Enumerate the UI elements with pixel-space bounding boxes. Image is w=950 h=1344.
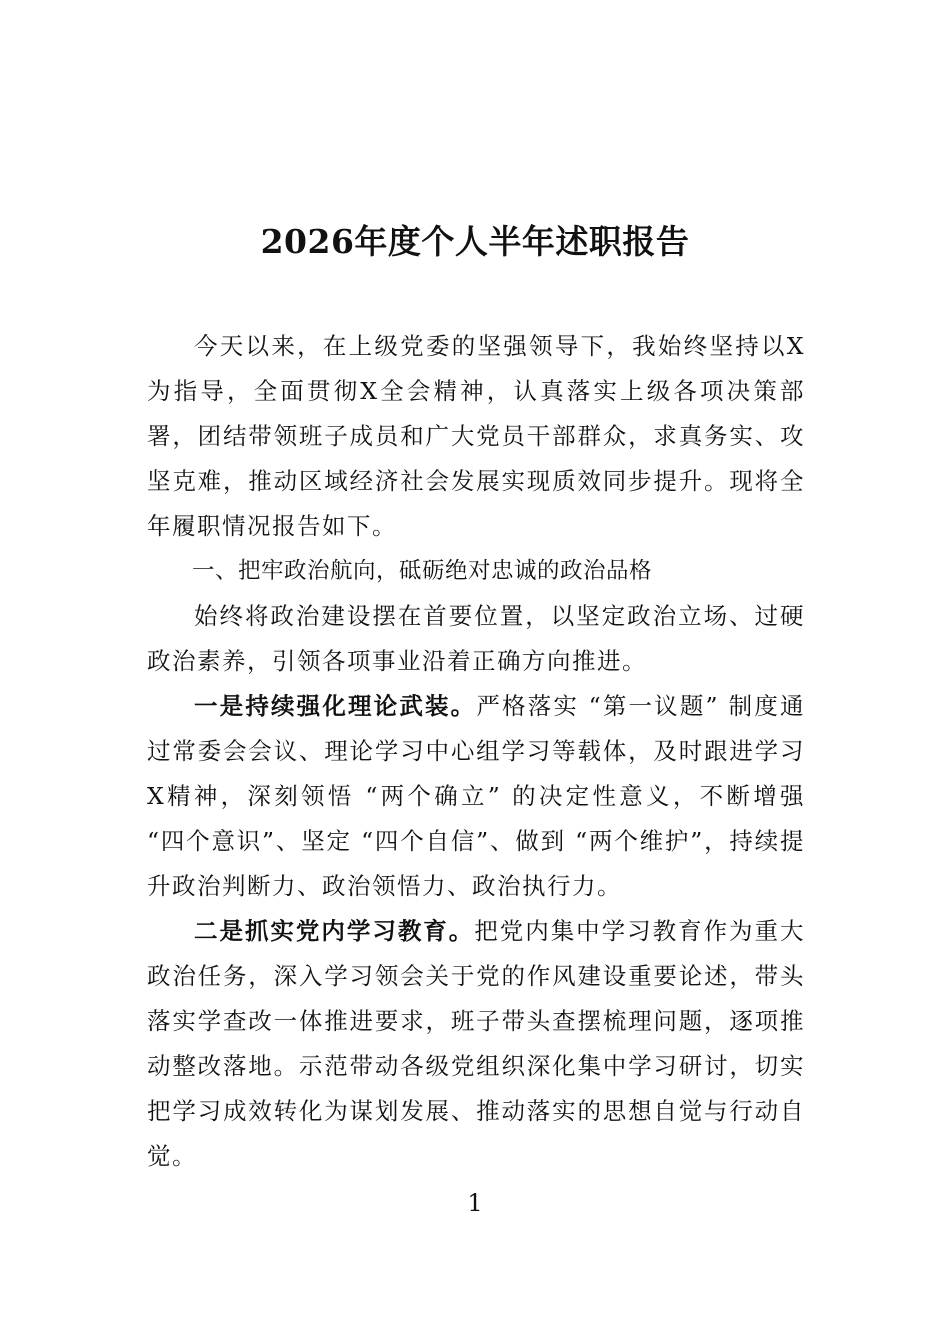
- point-text-2: 把党内集中学习教育作为重大政治任务，深入学习领会关于党的作风建设重要论述，带头落实学查改一体推进要求，班子带头查摆梳理问题，逐项推动整改落地。示范带动各级党组织深化集中学习研讨，切实把学习成效转化为谋划发展、推动落实的思想自觉与行动自觉。: [147, 917, 806, 1170]
- section-heading: 一、把牢政治航向，砥砺绝对忠诚的政治品格: [192, 558, 653, 584]
- document-body: [147, 324, 805, 1179]
- point-text-1: 严格落实 “第一议题” 制度通过常委会会议、理论学习中心组学习等载体，及时跟进学习X精神，深刻领悟 “两个确立” 的决定性意义，不断增强 “四个意识”、坚定 “四个自信”、做到 “两个维护”，持续提升政治判断力、政治领悟力、政治执行力。: [147, 692, 806, 900]
- section-intro-paragraph: 始终将政治建设摆在首要位置，以坚定政治立场、过硬政治素养，引领各项事业沿着正确方向推进。: [147, 602, 805, 675]
- document-title: 2026年度个人半年述职报告: [260, 222, 690, 262]
- point-paragraph-1: [147, 684, 805, 909]
- point-lead-1: 一是持续强化理论武装。: [194, 692, 477, 720]
- intro-paragraph: 今天以来，在上级党委的坚强领导下，我始终坚持以X为指导，全面贯彻X全会精神，认真落实上级各项决策部署，团结带领班子成员和广大党员干部群众，求真务实、攻坚克难，推动区域经济社会发展实现质效同步提升。现将全年履职情况报告如下。: [147, 332, 805, 540]
- point-paragraph-2: [147, 909, 805, 1179]
- point-lead-2: 二是抓实党内学习教育。: [194, 917, 475, 945]
- page-number: 1: [467, 1189, 483, 1217]
